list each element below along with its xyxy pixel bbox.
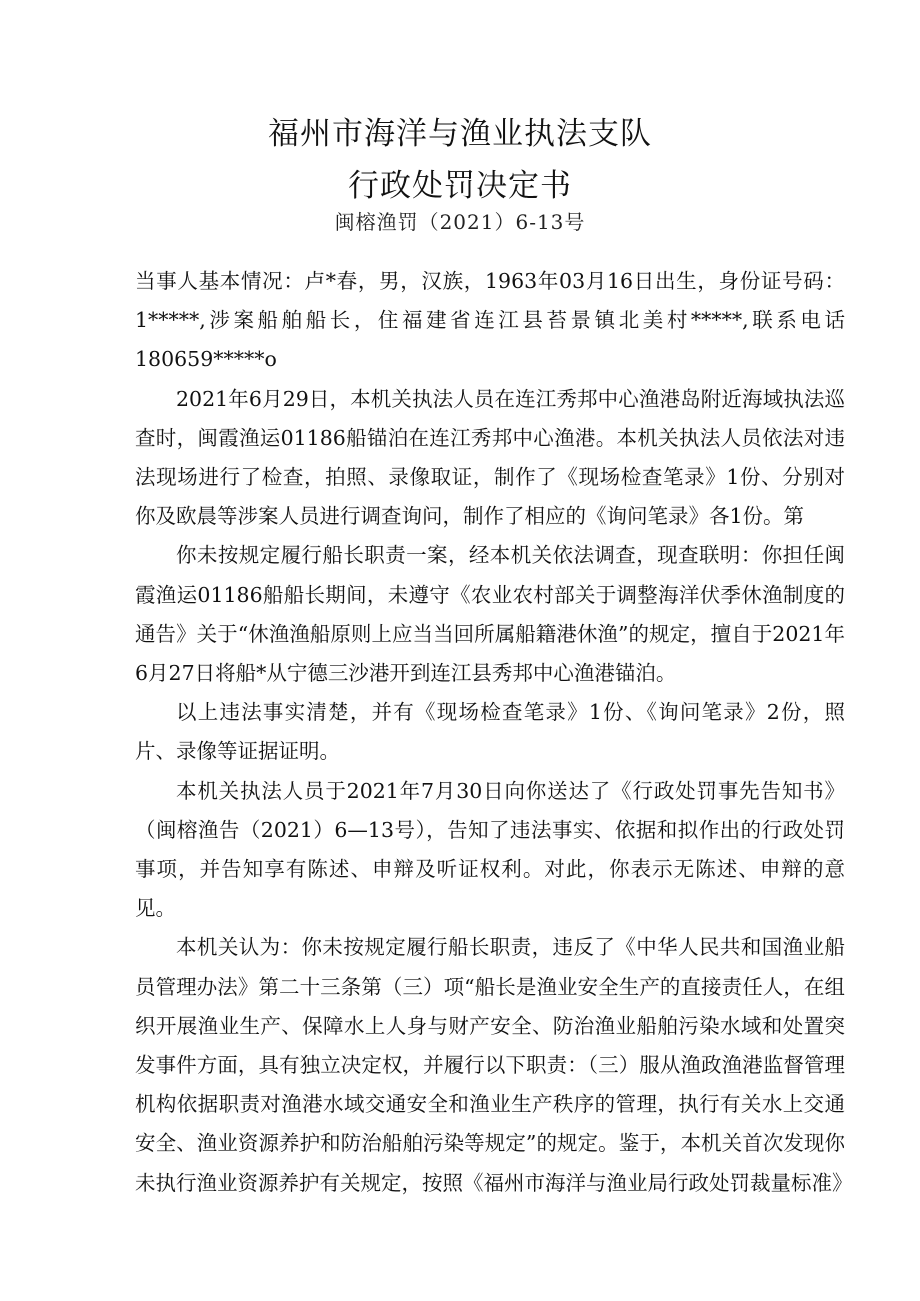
notice-paragraph: 本机关执法人员于2021年7月30日向你送达了《行政处罚事先告知书》（闽榕渔告（2021）6—13号），告知了违法事实、依据和拟作出的行政处罚事项，并告知享有陈述、申辩及听证权利。对此，你表示无陈述、申辩的意见。 (135, 778, 845, 921)
investigation-paragraph: 2021年6月29日，本机关执法人员在连江秀邦中心渔港岛附近海域执法巡查时，闽霞渔运01186船锚泊在连江秀邦中心渔港。本机关执法人员依法对违法现场进行了检查，拍照、录像取证，制作了《现场检查笔录》1份、分别对你及欧晨等涉案人员进行调查询问，制作了相应的《询问笔录》各1份。第 (135, 386, 845, 529)
determination-paragraph: 本机关认为：你未按规定履行船长职责，违反了《中华人民共和国渔业船员管理办法》第二十三条第（三）项“船长是渔业安全生产的直接责任人，在组织开展渔业生产、保障水上人身与财产安全、防治渔业船舶污染水域和处置突发事件方面，具有独立决定权，并履行以下职责：（三）服从渔政渔港监督管理机构依据职责对渔港水域交通安全和渔业生产秩序的管理，执行有关水上交通安全、渔业资源养护和防治船舶污染等规定”的规定。鉴于，本机关首次发现你未执行渔业资源养护有关规定，按照《福州市海洋与渔业局行政处罚裁量标准》 (135, 935, 853, 1195)
violation-facts-paragraph: 你未按规定履行船长职责一案，经本机关依法调查，现查联明：你担任闽霞渔运01186船船长期间，未遵守《农业农村部关于调整海洋伏季休渔制度的通告》关于“休渔渔船原则上应当当回所属船籍港休渔”的规定，擅自于2021年6月27日将船*从宁德三沙港开到连江县秀邦中心渔港锚泊。 (135, 543, 845, 686)
doc-title: 行政处罚决定书 (348, 168, 572, 204)
doc-number: 闽榕渔罚（2021）6-13号 (334, 210, 586, 234)
evidence-paragraph: 以上违法事实清楚，并有《现场检查笔录》1份、《询问笔录》2份，照片、录像等证据证明。 (135, 700, 845, 764)
document-body (135, 262, 853, 1203)
party-info-paragraph: 当事人基本情况：卢*春，男，汉族，1963年03月16日出生，身份证号码：1*****,涉案船舶船长，住福建省连江县苔景镇北美村*****,联系电话180659*****o (135, 269, 845, 372)
org-title: 福州市海洋与渔业执法支队 (268, 116, 652, 152)
